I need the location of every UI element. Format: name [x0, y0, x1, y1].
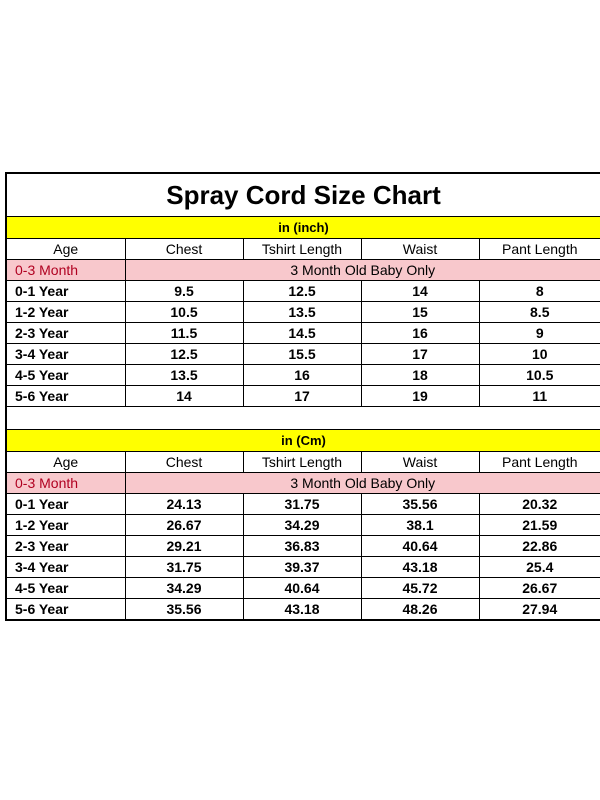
measurement-cell: 26.67 — [125, 515, 243, 536]
table-row — [7, 323, 600, 344]
measurement-cell: 40.64 — [243, 578, 361, 599]
measurement-cell: 17 — [243, 386, 361, 407]
measurement-cell: 15.5 — [243, 344, 361, 365]
age-cell: 4-5 Year — [7, 365, 125, 386]
inch-section-band: in (inch) — [7, 217, 600, 239]
age-cell: 2-3 Year — [7, 323, 125, 344]
chart-title: Spray Cord Size Chart — [7, 174, 600, 217]
cm-size-table — [7, 452, 600, 619]
measurement-cell: 14 — [361, 281, 479, 302]
age-cell: 3-4 Year — [7, 344, 125, 365]
measurement-cell: 9.5 — [125, 281, 243, 302]
measurement-cell: 40.64 — [361, 536, 479, 557]
table-row — [7, 578, 600, 599]
measurement-cell: 22.86 — [479, 536, 600, 557]
infant-age-cell: 0-3 Month — [7, 473, 125, 494]
measurement-cell: 24.13 — [125, 494, 243, 515]
measurement-cell: 11 — [479, 386, 600, 407]
age-cell: 2-3 Year — [7, 536, 125, 557]
measurement-cell: 27.94 — [479, 599, 600, 620]
column-header: Waist — [361, 239, 479, 260]
section-spacer — [7, 406, 600, 430]
measurement-cell: 11.5 — [125, 323, 243, 344]
table-row — [7, 302, 600, 323]
table-row — [7, 557, 600, 578]
measurement-cell: 36.83 — [243, 536, 361, 557]
table-row — [7, 386, 600, 407]
table-row — [7, 281, 600, 302]
measurement-cell: 18 — [361, 365, 479, 386]
measurement-cell: 15 — [361, 302, 479, 323]
infant-note-cell: 3 Month Old Baby Only — [125, 260, 600, 281]
infant-age-cell: 0-3 Month — [7, 260, 125, 281]
cm-section-band: in (Cm) — [7, 430, 600, 452]
column-header: Chest — [125, 452, 243, 473]
table-row — [7, 599, 600, 620]
age-cell: 5-6 Year — [7, 599, 125, 620]
table-row — [7, 515, 600, 536]
inch-size-table — [7, 239, 600, 406]
age-cell: 1-2 Year — [7, 515, 125, 536]
measurement-cell: 13.5 — [125, 365, 243, 386]
measurement-cell: 35.56 — [125, 599, 243, 620]
age-cell: 1-2 Year — [7, 302, 125, 323]
measurement-cell: 10.5 — [125, 302, 243, 323]
column-header: Waist — [361, 452, 479, 473]
column-header: Tshirt Length — [243, 452, 361, 473]
measurement-cell: 8.5 — [479, 302, 600, 323]
table-row — [7, 536, 600, 557]
age-cell: 0-1 Year — [7, 281, 125, 302]
age-cell: 4-5 Year — [7, 578, 125, 599]
measurement-cell: 31.75 — [243, 494, 361, 515]
measurement-cell: 14.5 — [243, 323, 361, 344]
table-row — [7, 494, 600, 515]
measurement-cell: 45.72 — [361, 578, 479, 599]
measurement-cell: 19 — [361, 386, 479, 407]
column-header: Tshirt Length — [243, 239, 361, 260]
age-cell: 3-4 Year — [7, 557, 125, 578]
measurement-cell: 48.26 — [361, 599, 479, 620]
table-header-row — [7, 452, 600, 473]
infant-note-cell: 3 Month Old Baby Only — [125, 473, 600, 494]
measurement-cell: 12.5 — [125, 344, 243, 365]
table-header-row — [7, 239, 600, 260]
measurement-cell: 10 — [479, 344, 600, 365]
age-cell: 0-1 Year — [7, 494, 125, 515]
measurement-cell: 10.5 — [479, 365, 600, 386]
measurement-cell: 16 — [243, 365, 361, 386]
measurement-cell: 34.29 — [125, 578, 243, 599]
age-cell: 5-6 Year — [7, 386, 125, 407]
table-row — [7, 365, 600, 386]
column-header: Age — [7, 239, 125, 260]
measurement-cell: 43.18 — [361, 557, 479, 578]
measurement-cell: 26.67 — [479, 578, 600, 599]
measurement-cell: 8 — [479, 281, 600, 302]
measurement-cell: 17 — [361, 344, 479, 365]
measurement-cell: 39.37 — [243, 557, 361, 578]
measurement-cell: 29.21 — [125, 536, 243, 557]
measurement-cell: 14 — [125, 386, 243, 407]
measurement-cell: 13.5 — [243, 302, 361, 323]
column-header: Pant Length — [479, 239, 600, 260]
table-row — [7, 344, 600, 365]
size-chart — [5, 172, 600, 621]
column-header: Age — [7, 452, 125, 473]
measurement-cell: 9 — [479, 323, 600, 344]
measurement-cell: 16 — [361, 323, 479, 344]
measurement-cell: 12.5 — [243, 281, 361, 302]
measurement-cell: 21.59 — [479, 515, 600, 536]
infant-row — [7, 260, 600, 281]
measurement-cell: 43.18 — [243, 599, 361, 620]
infant-row — [7, 473, 600, 494]
measurement-cell: 38.1 — [361, 515, 479, 536]
measurement-cell: 34.29 — [243, 515, 361, 536]
measurement-cell: 20.32 — [479, 494, 600, 515]
column-header: Chest — [125, 239, 243, 260]
column-header: Pant Length — [479, 452, 600, 473]
measurement-cell: 25.4 — [479, 557, 600, 578]
measurement-cell: 31.75 — [125, 557, 243, 578]
measurement-cell: 35.56 — [361, 494, 479, 515]
